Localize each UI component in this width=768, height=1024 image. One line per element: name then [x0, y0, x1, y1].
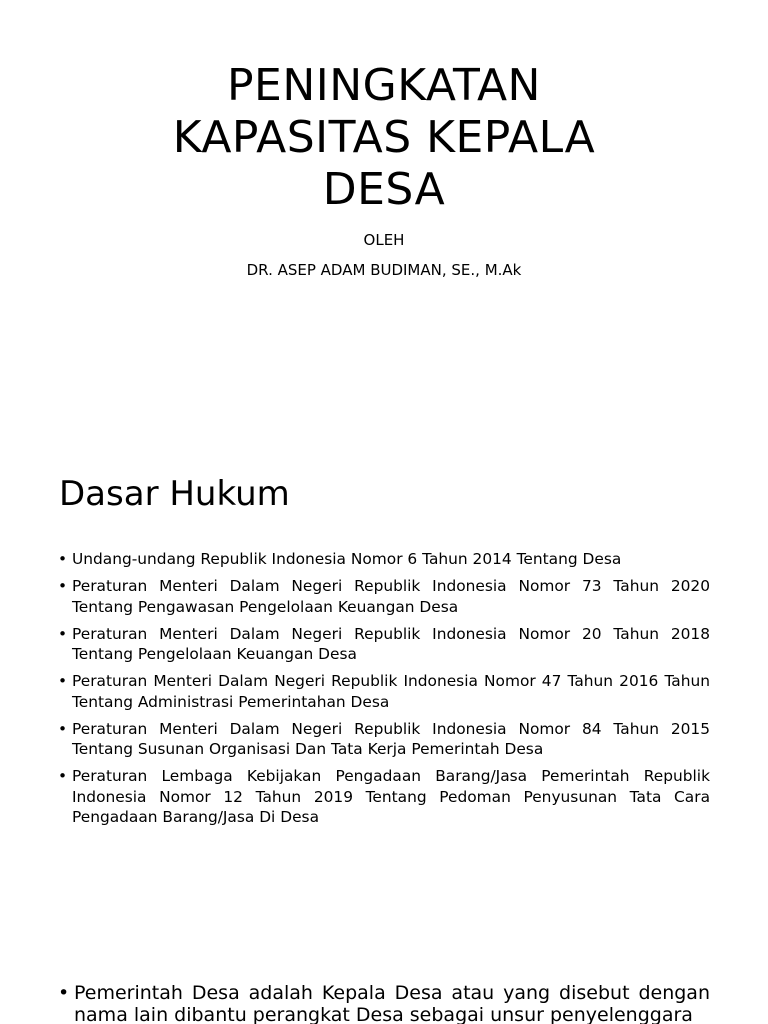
- list-item: • Peraturan Menteri Dalam Negeri Republik Indonesia Nomor 84 Tahun 2015 Tentang Susunan Organisasi Dan Tata Kerja Pemerintah Desa: [58, 719, 710, 760]
- list-item: • Peraturan Menteri Dalam Negeri Republik Indonesia Nomor 73 Tahun 2020 Tentang Pengawasan Pengelolaan Keuangan Desa: [58, 576, 710, 617]
- list-item: • Undang-undang Republik Indonesia Nomor 6 Tahun 2014 Tentang Desa: [58, 549, 710, 570]
- title-line: DESA: [322, 164, 446, 215]
- title-line: PENINGKATAN: [227, 60, 541, 111]
- list-item: • Peraturan Lembaga Kebijakan Pengadaan Barang/Jasa Pemerintah Republik Indonesia Nomor 12 Tahun 2019 Tentang Pedoman Penyusunan Tata Cara Pengadaan Barang/Jasa Di Desa: [58, 766, 710, 828]
- list-item: • Peraturan Menteri Dalam Negeri Republik Indonesia Nomor 47 Tahun 2016 Tahun Tentang Administrasi Pemerintahan Desa: [58, 671, 710, 712]
- legal-basis-list: [58, 549, 710, 834]
- author-name: DR. ASEP ADAM BUDIMAN, SE., M.Ak: [246, 261, 522, 279]
- presentation-title: [0, 60, 768, 216]
- slide-heading: Dasar Hukum: [59, 474, 290, 514]
- list-item: • Peraturan Menteri Dalam Negeri Republik Indonesia Nomor 20 Tahun 2018 Tentang Pengelolaan Keuangan Desa: [58, 624, 710, 665]
- title-line: KAPASITAS KEPALA: [172, 112, 596, 163]
- legal-basis-slide: [0, 440, 768, 960]
- by-label: OLEH: [363, 231, 405, 249]
- definition-slide: [0, 960, 768, 1024]
- definition-list: [58, 982, 710, 1024]
- title-slide: [0, 0, 768, 440]
- list-item: • Pemerintah Desa adalah Kepala Desa atau yang disebut dengan nama lain dibantu perangkat Desa sebagai unsur penyelenggara: [58, 982, 710, 1024]
